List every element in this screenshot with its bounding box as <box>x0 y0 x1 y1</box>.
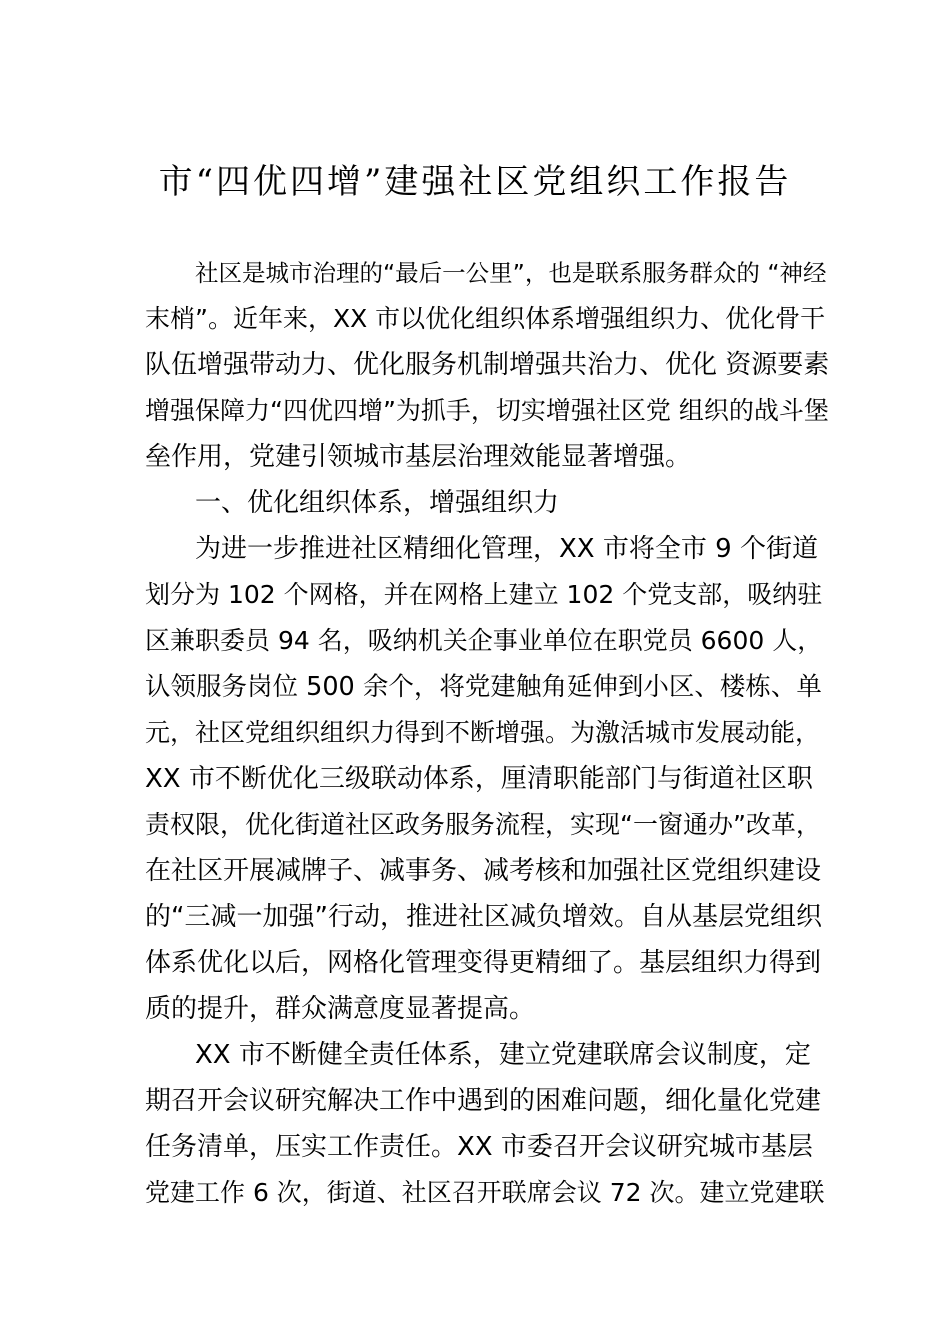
paragraph-line: 期召开会议研究解决工作中遇到的困难问题，细化量化党建 <box>145 1086 822 1116</box>
paragraph-line: 任务清单，压实工作责任。XX 市委召开会议研究城市基层 <box>145 1132 813 1162</box>
paragraph-line: 划分为 102 个网格，并在网格上建立 102 个党支部，吸纳驻 <box>145 580 823 609</box>
paragraph-line: XX 市不断健全责任体系，建立党建联席会议制度，定 <box>195 1040 811 1070</box>
paragraph-line: 质的提升，群众满意度显著提高。 <box>145 994 536 1024</box>
paragraph-line: 为进一步推进社区精细化管理，XX 市将全市 9 个街道 <box>195 534 818 564</box>
paragraph-line: 认领服务岗位 500 余个，将党建触角延伸到小区、楼栋、单 <box>145 672 822 702</box>
paragraph-line: 增强保障力“四优四增”为抓手，切实增强社区党 组织的战斗堡 <box>145 396 829 425</box>
paragraph-line: 在社区开展减牌子、减事务、减考核和加强社区党组织建设 <box>145 856 822 886</box>
paragraph-line: 责权限，优化街道社区政务服务流程，实现“一窗通办”改革， <box>145 810 821 839</box>
paragraph-line: 队伍增强带动力、优化服务机制增强共治力、优化 资源要素 <box>145 350 830 380</box>
paragraph-line: XX 市不断优化三级联动体系，厘清职能部门与街道社区职 <box>145 764 813 794</box>
paragraph-line: 党建工作 6 次，街道、社区召开联席会议 72 次。建立党建联 <box>145 1178 825 1207</box>
paragraph-line: 垒作用，党建引领城市基层治理效能显著增强。 <box>145 442 692 472</box>
document-title: 市“四优四增”建强社区党组织工作报告 <box>158 162 792 202</box>
paragraph-line: 的“三减一加强”行动，推进社区减负增效。自从基层党组织 <box>145 902 822 932</box>
paragraph-line: 社区是城市治理的“最后一公里”，也是联系服务群众的 “神经 <box>195 259 827 287</box>
paragraph-line: 体系优化以后，网格化管理变得更精细了。基层组织力得到 <box>145 948 822 978</box>
paragraph-line: 末梢”。近年来，XX 市以优化组织体系增强组织力、优化骨干 <box>145 304 826 333</box>
paragraph-line: 区兼职委员 94 名，吸纳机关企事业单位在职党员 6600 人， <box>145 626 823 655</box>
section-heading: 一、优化组织体系，增强组织力 <box>195 488 560 518</box>
paragraph-line: 元，社区党组织组织力得到不断增强。为激活城市发展动能， <box>145 718 821 747</box>
